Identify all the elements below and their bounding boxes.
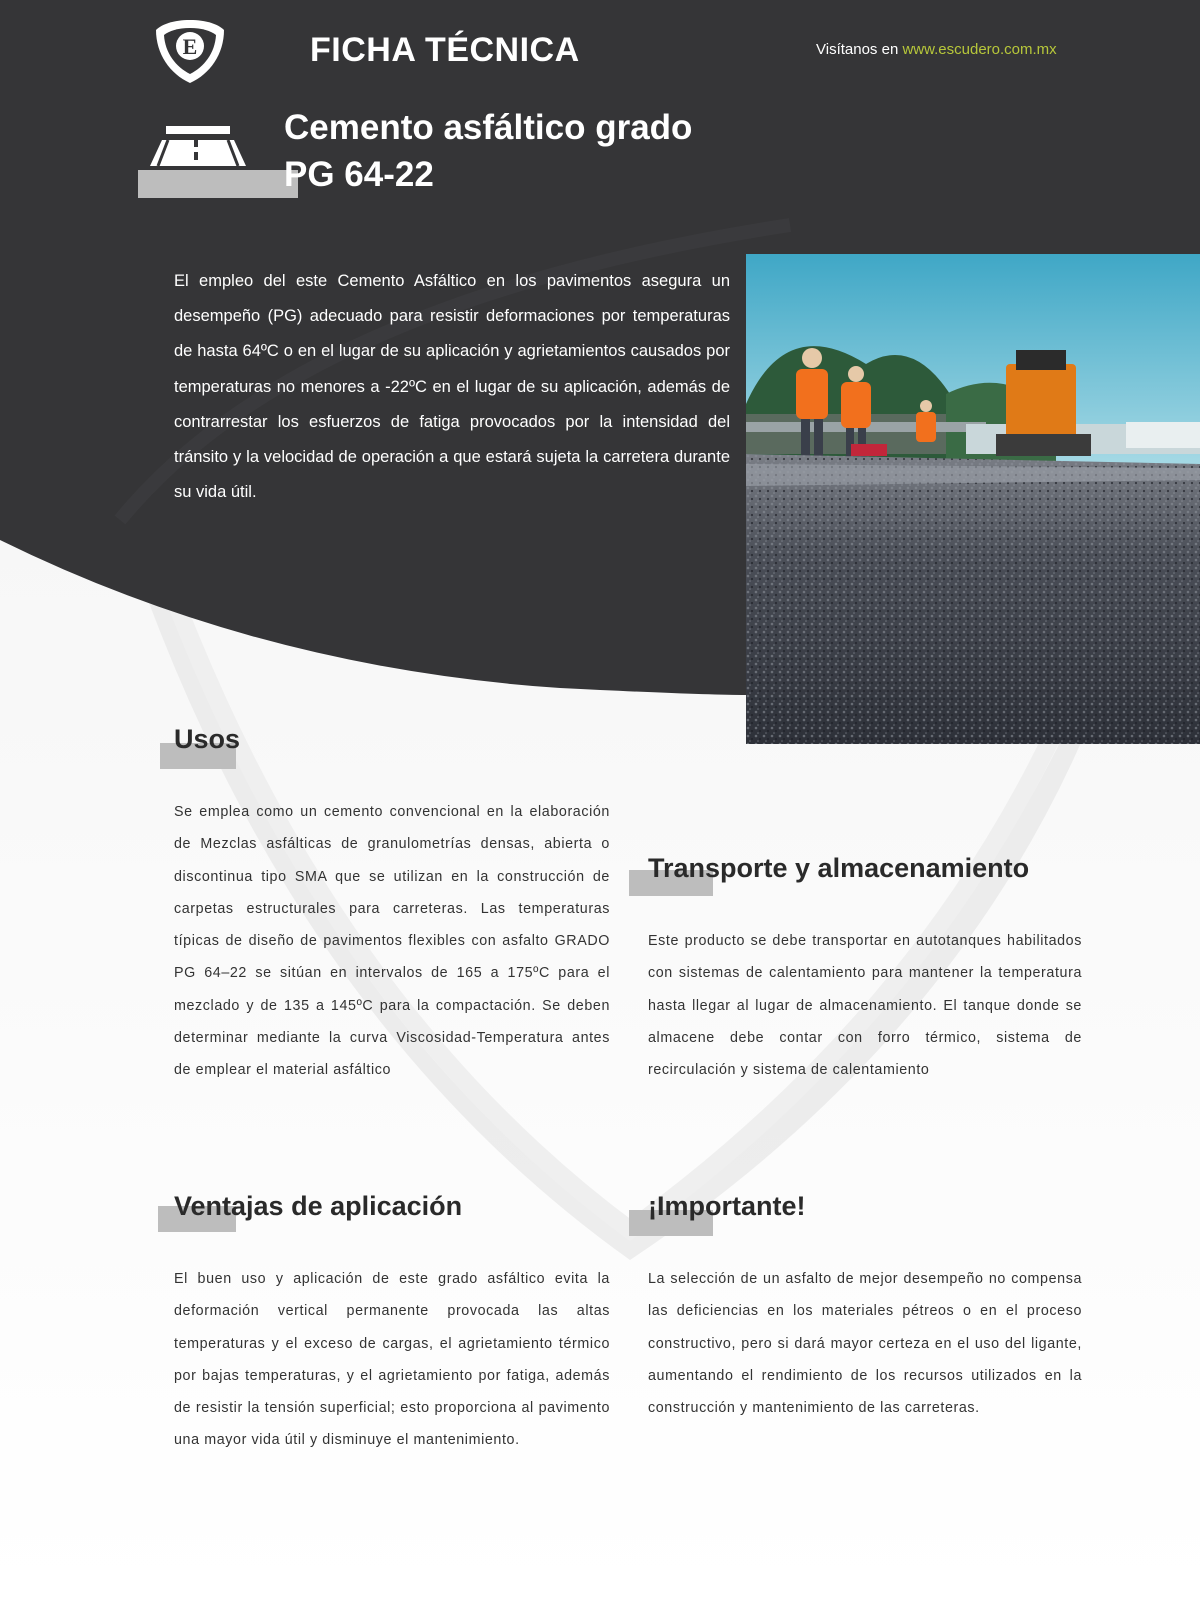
usos-body: Se emplea como un cemento convencional en la elaboración de Mezclas asfálticas de granulometrías densas, abierta o discontinua tipo SMA que se utilizan en la construcción de carpetas estructurales para carreteras. Las temperaturas típicas de diseño de pavimentos flexibles con asfalto GRADO PG 64–22 se sitúan en intervalos de 165 a 175ºC para el mezclado y de 135 a 145ºC para la compactación. Se deben determinar mediante la curva Viscosidad-Temperatura antes de emplear el material asfáltico [174,804,610,1079]
website-link[interactable]: www.escudero.com.mx [902,41,1057,58]
product-title [284,104,744,198]
product-title-line2: PG 64-22 [284,155,434,194]
ventajas-title: Ventajas de aplicación [174,1191,463,1221]
visit-line [816,40,1057,60]
importante-title: ¡Importante! [648,1191,806,1221]
transporte-title: Transporte y almacenamiento [648,853,1030,883]
road-icon [138,124,302,200]
logo-letter: E [182,34,198,59]
transporte-body: Este producto se debe transportar en autotanques habilitados con sistemas de calentamiento para mantener la temperatura hasta llegar al lugar de almacenamiento. El tanque donde se almacene debe contar con forro térmico, sistema de recirculación y sistema de calentamiento [648,933,1082,1079]
road-construction-photo [746,254,1200,744]
shield-logo-icon [152,16,228,86]
importante-body: La selección de un asfalto de mejor desempeño no compensa las deficiencias en los materiales pétreos o en el proceso constructivo, pero si dará mayor certeza en el uso del ligante, aumentando el rendimiento de los recursos utilizados en la construcción y mantenimiento de las carreteras. [648,1271,1082,1417]
intro-paragraph: El empleo del este Cemento Asfáltico en los pavimentos asegura un desempeño (PG) adecuado para resistir deformaciones por temperaturas de hasta 64ºC o en el lugar de su aplicación y agrietamientos causados por temperaturas no menores a -22ºC en el lugar de su aplicación, además de contrarrestar los esfuerzos de fatiga provocados por la intensidad del tránsito y la velocidad de operación a que estará sujeta la carretera durante su vida útil. [174,272,730,502]
visit-prefix: Visítanos en [816,41,899,58]
product-title-line1: Cemento asfáltico grado [284,108,693,147]
usos-title: Usos [174,724,241,754]
ventajas-body: El buen uso y aplicación de este grado asfáltico evita la deformación vertical permanente provocada las altas temperaturas y el exceso de cargas, el agrietamiento térmico por bajas temperaturas, y el agrietamiento por fatiga, además de resistir la tensión superficial; esto proporciona al pavimento una mayor vida útil y disminuye el mantenimiento. [174,1271,610,1449]
page-title: FICHA TÉCNICA [310,31,580,69]
